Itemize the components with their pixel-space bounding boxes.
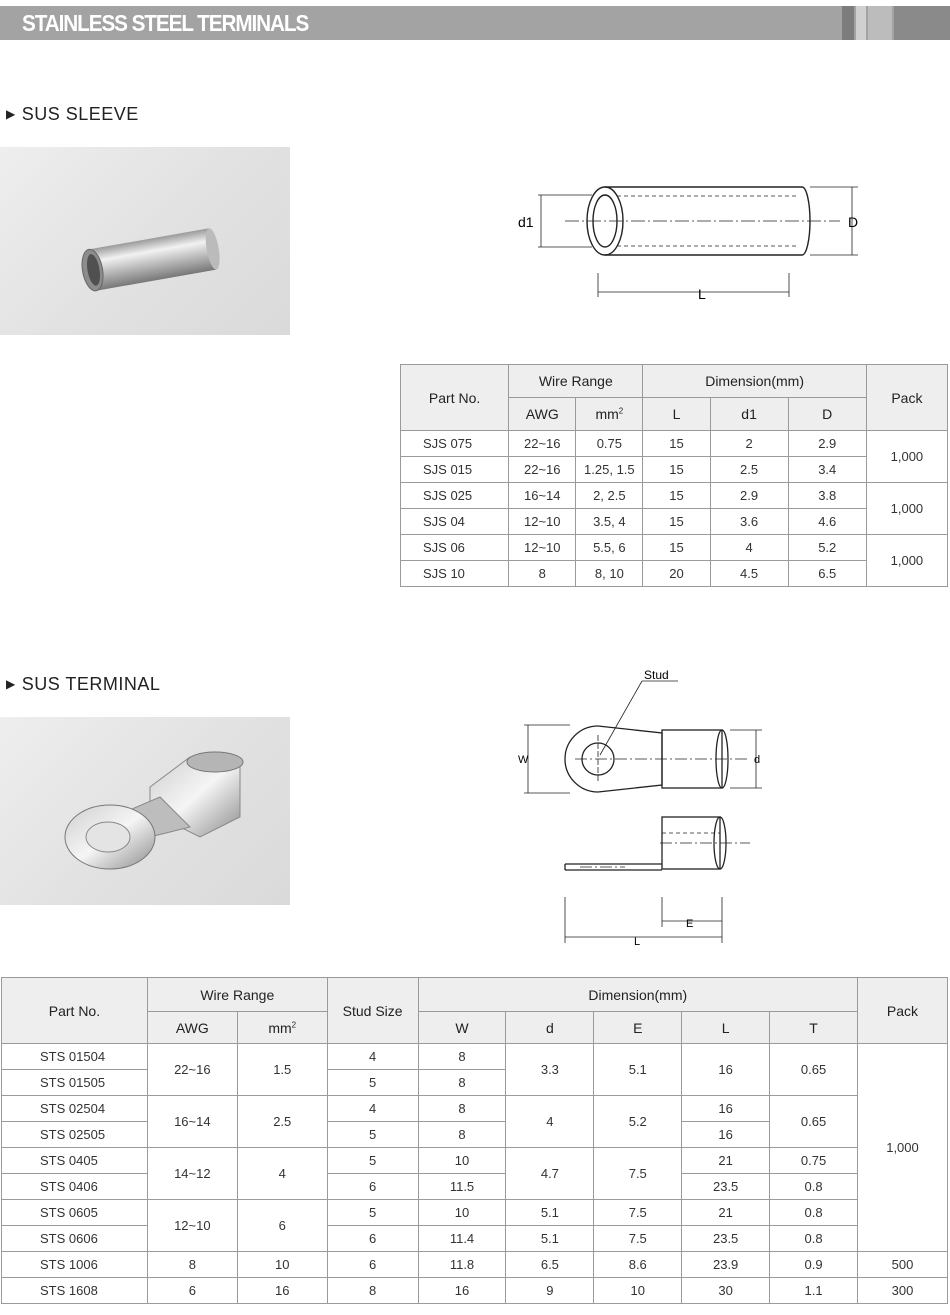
- cell-stud: 5: [327, 1122, 418, 1148]
- th-awg: AWG: [509, 398, 576, 431]
- header-decor-block: [868, 6, 892, 40]
- table-row: [2, 1044, 948, 1070]
- cell-T: 0.9: [770, 1252, 858, 1278]
- cell-L: 30: [682, 1278, 770, 1304]
- th-pack: Pack: [866, 365, 947, 431]
- th-L: L: [643, 398, 710, 431]
- cell-mm2: 5.5, 6: [576, 535, 643, 561]
- table-row: [401, 561, 948, 587]
- th-part-no: Part No.: [401, 365, 509, 431]
- table-row: [2, 1174, 948, 1200]
- table-row: [2, 1200, 948, 1226]
- cell-d1: 2.9: [710, 483, 788, 509]
- terminal-diagram: [510, 665, 770, 955]
- cell-part: SJS 10: [401, 561, 509, 587]
- cell-E: 5.1: [594, 1044, 682, 1096]
- cell-d: 3.3: [506, 1044, 594, 1096]
- cell-part: STS 02505: [2, 1122, 148, 1148]
- cell-awg: 16~14: [509, 483, 576, 509]
- cell-mm2: 6: [237, 1200, 327, 1252]
- cell-D: 3.8: [788, 483, 866, 509]
- cell-mm2: 16: [237, 1278, 327, 1304]
- table-row: [2, 1252, 948, 1278]
- terminal-photo: [0, 717, 290, 905]
- cell-d1: 2.5: [710, 457, 788, 483]
- cell-L: 23.5: [682, 1174, 770, 1200]
- th-E: E: [594, 1012, 682, 1044]
- cell-part: STS 1608: [2, 1278, 148, 1304]
- cell-W: 11.5: [418, 1174, 506, 1200]
- terminal-table: [1, 977, 948, 1304]
- cell-T: 0.65: [770, 1096, 858, 1148]
- cell-d: 6.5: [506, 1252, 594, 1278]
- th-dimension: Dimension(mm): [643, 365, 866, 398]
- cell-part: STS 1006: [2, 1252, 148, 1278]
- cell-pack: 1,000: [857, 1044, 947, 1252]
- cell-D: 6.5: [788, 561, 866, 587]
- cell-D: 3.4: [788, 457, 866, 483]
- label-stud: Stud: [644, 668, 669, 682]
- cell-L: 23.9: [682, 1252, 770, 1278]
- cell-pack: 500: [857, 1252, 947, 1278]
- cell-d1: 2: [710, 431, 788, 457]
- cell-awg: 22~16: [509, 457, 576, 483]
- th-d1: d1: [710, 398, 788, 431]
- cell-stud: 4: [327, 1044, 418, 1070]
- cell-W: 11.4: [418, 1226, 506, 1252]
- cell-awg: 16~14: [147, 1096, 237, 1148]
- label-d1: d1: [518, 214, 534, 230]
- cell-part: SJS 075: [401, 431, 509, 457]
- cell-stud: 6: [327, 1226, 418, 1252]
- cell-E: 7.5: [594, 1200, 682, 1226]
- cell-D: 2.9: [788, 431, 866, 457]
- cell-d1: 3.6: [710, 509, 788, 535]
- cell-stud: 5: [327, 1070, 418, 1096]
- cell-d1: 4: [710, 535, 788, 561]
- cell-part: STS 0405: [2, 1148, 148, 1174]
- cell-L: 21: [682, 1200, 770, 1226]
- cell-stud: 6: [327, 1174, 418, 1200]
- cell-T: 0.8: [770, 1226, 858, 1252]
- cell-T: 0.75: [770, 1148, 858, 1174]
- th-part-no: Part No.: [2, 978, 148, 1044]
- label-D: D: [848, 214, 859, 230]
- label-d: d: [754, 754, 761, 766]
- table-row: [401, 509, 948, 535]
- cell-d: 5.1: [506, 1226, 594, 1252]
- th-L: L: [682, 1012, 770, 1044]
- th-dimension: Dimension(mm): [418, 978, 857, 1012]
- section-title-terminal: [6, 674, 160, 695]
- th-mm2-sup: 2: [291, 1019, 297, 1029]
- cell-T: 0.8: [770, 1200, 858, 1226]
- th-T: T: [770, 1012, 858, 1044]
- table-row: [401, 535, 948, 561]
- cell-awg: 6: [147, 1278, 237, 1304]
- header-bar: [0, 6, 950, 40]
- label-E: E: [686, 918, 694, 930]
- cell-L: 16: [682, 1044, 770, 1096]
- th-D: D: [788, 398, 866, 431]
- cell-stud: 5: [327, 1200, 418, 1226]
- cell-D: 5.2: [788, 535, 866, 561]
- table-row: [2, 1278, 948, 1304]
- label-W: W: [518, 754, 529, 766]
- section-title-sleeve-text: SUS SLEEVE: [21, 104, 139, 124]
- cell-W: 16: [418, 1278, 506, 1304]
- th-awg: AWG: [147, 1012, 237, 1044]
- header-decor-block: [842, 6, 854, 40]
- table-row: [2, 1096, 948, 1122]
- cell-awg: 14~12: [147, 1148, 237, 1200]
- cell-L: 21: [682, 1148, 770, 1174]
- cell-part: SJS 04: [401, 509, 509, 535]
- th-mm2: [237, 1012, 327, 1044]
- cell-pack: 1,000: [866, 535, 947, 587]
- cell-W: 8: [418, 1070, 506, 1096]
- cell-part: STS 01504: [2, 1044, 148, 1070]
- th-W: W: [418, 1012, 506, 1044]
- section-title-sleeve: [6, 104, 139, 125]
- header-decor-block: [856, 6, 866, 40]
- table-row: [2, 1226, 948, 1252]
- sleeve-diagram: [510, 175, 870, 305]
- cell-E: 7.5: [594, 1226, 682, 1252]
- cell-E: 7.5: [594, 1148, 682, 1200]
- cell-stud: 5: [327, 1148, 418, 1174]
- cell-L: 15: [643, 483, 710, 509]
- cell-d: 5.1: [506, 1200, 594, 1226]
- cell-part: STS 0605: [2, 1200, 148, 1226]
- triangle-icon: ▶: [6, 677, 16, 691]
- th-wire-range: Wire Range: [509, 365, 643, 398]
- th-mm2-sup: 2: [618, 406, 624, 416]
- cell-W: 10: [418, 1148, 506, 1174]
- cell-L: 15: [643, 457, 710, 483]
- th-wire-range: Wire Range: [147, 978, 327, 1012]
- cell-L: 15: [643, 509, 710, 535]
- header-decor-block: [894, 6, 950, 40]
- th-d: d: [506, 1012, 594, 1044]
- cell-D: 4.6: [788, 509, 866, 535]
- cell-pack: 300: [857, 1278, 947, 1304]
- sleeve-table: [400, 364, 948, 587]
- cell-E: 10: [594, 1278, 682, 1304]
- cell-awg: 12~10: [509, 535, 576, 561]
- cell-pack: 1,000: [866, 483, 947, 535]
- cell-W: 11.8: [418, 1252, 506, 1278]
- section-title-terminal-text: SUS TERMINAL: [21, 674, 161, 694]
- th-mm2: [576, 398, 643, 431]
- cell-part: SJS 06: [401, 535, 509, 561]
- cell-awg: 8: [509, 561, 576, 587]
- terminal-photo-art: [0, 717, 290, 905]
- cell-W: 8: [418, 1044, 506, 1070]
- cell-W: 10: [418, 1200, 506, 1226]
- cell-L: 16: [682, 1096, 770, 1122]
- cell-d: 9: [506, 1278, 594, 1304]
- cell-mm2: 10: [237, 1252, 327, 1278]
- cell-mm2: 2, 2.5: [576, 483, 643, 509]
- cell-mm2: 8, 10: [576, 561, 643, 587]
- cell-d: 4.7: [506, 1148, 594, 1200]
- label-L: L: [698, 286, 706, 302]
- cell-d: 4: [506, 1096, 594, 1148]
- cell-L: 16: [682, 1122, 770, 1148]
- cell-part: STS 0406: [2, 1174, 148, 1200]
- cell-T: 0.65: [770, 1044, 858, 1096]
- label-L2: L: [634, 936, 641, 948]
- cell-E: 5.2: [594, 1096, 682, 1148]
- cell-part: STS 02504: [2, 1096, 148, 1122]
- cell-W: 8: [418, 1122, 506, 1148]
- cell-awg: 22~16: [147, 1044, 237, 1096]
- triangle-icon: ▶: [6, 107, 16, 121]
- cell-part: SJS 025: [401, 483, 509, 509]
- cell-T: 0.8: [770, 1174, 858, 1200]
- page-title: STAINLESS STEEL TERMINALS: [22, 10, 309, 36]
- cell-part: STS 0606: [2, 1226, 148, 1252]
- cell-T: 1.1: [770, 1278, 858, 1304]
- cell-stud: 8: [327, 1278, 418, 1304]
- cell-mm2: 2.5: [237, 1096, 327, 1148]
- cell-stud: 4: [327, 1096, 418, 1122]
- cell-part: STS 01505: [2, 1070, 148, 1096]
- cell-awg: 12~10: [147, 1200, 237, 1252]
- cell-mm2: 3.5, 4: [576, 509, 643, 535]
- cell-L: 15: [643, 431, 710, 457]
- cell-mm2: 4: [237, 1148, 327, 1200]
- cell-part: SJS 015: [401, 457, 509, 483]
- th-stud-size: Stud Size: [327, 978, 418, 1044]
- th-pack: Pack: [857, 978, 947, 1044]
- cell-mm2: 1.5: [237, 1044, 327, 1096]
- table-row: [401, 457, 948, 483]
- sleeve-photo-art: [0, 147, 290, 335]
- cell-L: 23.5: [682, 1226, 770, 1252]
- cell-awg: 12~10: [509, 509, 576, 535]
- cell-pack: 1,000: [866, 431, 947, 483]
- cell-mm2: 0.75: [576, 431, 643, 457]
- sleeve-photo: [0, 147, 290, 335]
- cell-L: 15: [643, 535, 710, 561]
- cell-E: 8.6: [594, 1252, 682, 1278]
- table-row: [401, 431, 948, 457]
- th-mm2-text: mm: [268, 1019, 292, 1036]
- cell-stud: 6: [327, 1252, 418, 1278]
- table-row: [2, 1148, 948, 1174]
- cell-d1: 4.5: [710, 561, 788, 587]
- cell-L: 20: [643, 561, 710, 587]
- cell-mm2: 1.25, 1.5: [576, 457, 643, 483]
- cell-W: 8: [418, 1096, 506, 1122]
- table-row: [401, 483, 948, 509]
- cell-awg: 8: [147, 1252, 237, 1278]
- th-mm2-text: mm: [595, 406, 619, 422]
- cell-awg: 22~16: [509, 431, 576, 457]
